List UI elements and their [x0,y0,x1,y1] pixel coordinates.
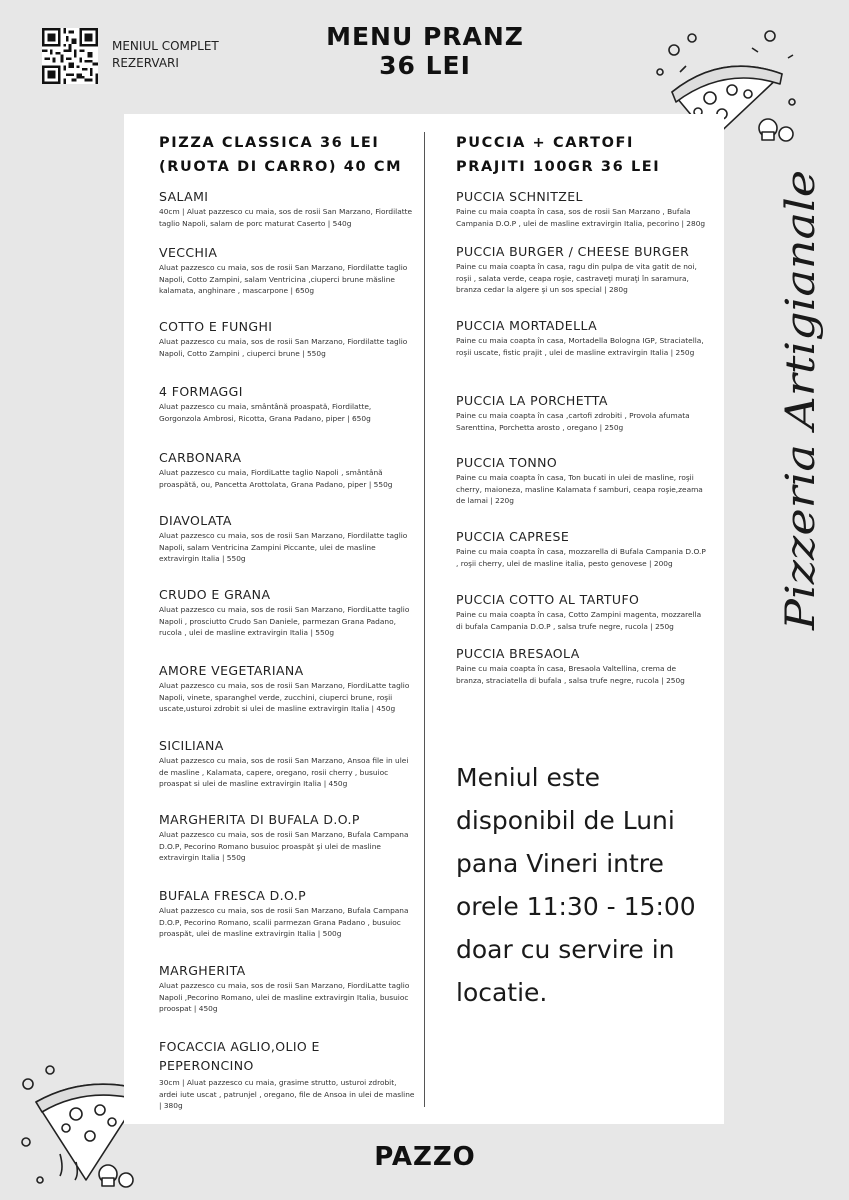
item-description: Paine cu maia coapta în casa, mozzarella di Bufala Campania D.O.P , roşii cherry, ulei de masline italia, pesto genovese | 200g [456,547,706,568]
item-name: 4 FORMAGGI [159,384,243,399]
title-line-1: MENU PRANZ [326,22,524,51]
reservations-link[interactable]: REZERVARI [112,56,179,70]
menu-item [159,1037,415,1112]
item-name: MARGHERITA [159,963,246,978]
item-description: Aluat pazzesco cu maia, sos de rosii San Marzano, FiordiLatte taglio Napoli , prosciutto Crudo San Daniele, parmezan Grana Padano, rucola , ulei de masline extravirgin Italia | 550g [159,605,410,638]
item-description: Aluat pazzesco cu maia, sos de rosii San Marzano, Fiordilatte taglio Napoli, Cotto Zampini , ciuperci brune | 550g [159,337,408,358]
menu-item [159,189,415,229]
menu-item [159,319,415,359]
brand-logo: PAZZO [374,1142,476,1172]
menu-item [159,450,415,490]
item-description: 30cm | Aluat pazzesco cu maia, grasime strutto, usturoi zdrobit, ardei iute uscat , patrunjel , oregano, file de Ansoa in ulei de masline | 380g [159,1078,415,1111]
side-script-label: Pizzeria Artigianale [778,230,824,630]
menu-item [456,592,706,632]
item-name: VECCHIA [159,245,218,260]
item-description: Paine cu maia coapta în casa, Bresaola Valtellina, crema de branza, straciatella di bufala , salsa trufe negre, rucola | 250g [456,664,685,685]
menu-item [159,245,415,297]
menu-item [456,318,706,358]
menu-item [159,738,415,790]
item-description: Paine cu maia coapta în casa ,cartofi zdrobiti , Provola afumata Sarenttina, Porchetta arosto , oregano | 250g [456,411,690,432]
item-description: Paine cu maia coapta în casa, ragu din pulpa de vita gatit de noi, roşii , salata verde, ceapa roşie, castraveţi muraţi în saramura, branza cedar la algere şi un sos special | 280g [456,262,697,295]
item-description: Paine cu maia coapta în casa, sos de rosii San Marzano , Bufala Campania D.O.P , ulei de masline extravirgin Italia, pecorino | 280g [456,207,706,228]
item-description: Aluat pazzesco cu maia, sos de rosii San Marzano, Bufala Campana D.O.P, Pecorino Romano busuioc proaspăt şi ulei de masline extravirgin Italia | 550g [159,830,409,863]
item-description: Aluat pazzesco cu maia, sos de rosii San Marzano, Fiordilatte taglio Napoli, Cotto Zampini, salam Ventricina ,ciuperci brune măsline kalamata, anghinare , mascarpone | 650g [159,263,408,296]
puccia-section-heading: PUCCIA + CARTOFI PRAJITI 100GR 36 LEI [456,135,661,175]
item-name: SALAMI [159,189,209,204]
item-name: BUFALA FRESCA D.O.P [159,888,307,903]
item-description: Paine cu maia coapta în casa, Cotto Zampini magenta, mozzarella di bufala Campania D.O.P , salsa trufe negre, rucola | 250g [456,610,702,631]
item-name: PUCCIA MORTADELLA [456,318,598,333]
item-description: 40cm | Aluat pazzesco cu maia, sos de rosii San Marzano, Fiordilatte taglio Napoli, salam de porc maturat Caserto | 540g [159,207,413,228]
item-name: SICILIANA [159,738,224,753]
item-name: PUCCIA CAPRESE [456,529,570,544]
menu-item [159,384,415,424]
menu-item [456,244,706,296]
menu-item [159,513,415,565]
puccia-column [456,131,706,685]
page-title [300,22,550,80]
side-script-text [772,160,832,640]
item-name: CRUDO E GRANA [159,587,271,602]
item-name: AMORE VEGETARIANA [159,663,304,678]
menu-item [456,393,706,433]
item-name: PUCCIA COTTO AL TARTUFO [456,592,640,607]
pizza-section-heading: PIZZA CLASSICA 36 LEI (RUOTA DI CARRO) 40 CM [159,135,403,175]
item-name: COTTO E FUNGHI [159,319,273,334]
item-description: Paine cu maia coapta în casa, Mortadella Bologna IGP, Straciatella, roşii uscate, fistic prajit , ulei de masline extravirgin Italia | 250g [456,336,704,357]
menu-item [456,189,706,229]
item-name: CARBONARA [159,450,242,465]
title-line-2: 36 LEI [379,51,471,80]
menu-item [159,663,415,715]
item-description: Aluat pazzesco cu maia, smântână proaspată, Fiordilatte, Gorgonzola Ambrosi, Ricotta, Grana Padano, piper | 650g [159,402,372,423]
item-description: Aluat pazzesco cu maia, sos de rosii San Marzano, FiordiLatte taglio Napoli, vinete, sparanghel verde, zucchini, ciuperci brune, roşii uscate,usturoi zdrobit si ulei de masline extravirgin Italia | 450g [159,681,410,714]
item-description: Aluat pazzesco cu maia, sos de rosii San Marzano, Fiordilatte taglio Napoli, salam Ventricina Zampini Piccante, ulei de masline extravirgin Italia | 550g [159,531,408,564]
menu-item [159,812,415,864]
item-description: Aluat pazzesco cu maia, sos de rosii San Marzano, FiordiLatte taglio Napoli ,Pecorino Romano, ulei de masline extravirgin Italia, busuioc proospat | 450g [159,981,410,1014]
item-description: Aluat pazzesco cu maia, sos de rosii San Marzano, Ansoa file in ulei de masline , Kalamata, capere, oregano, rosii cherry , busuioc proaspat si ulei de masline extravirgin Italia | 450g [159,756,409,789]
menu-item [456,646,706,686]
menu-item [159,587,415,639]
item-name: PUCCIA BURGER / CHEESE BURGER [456,244,690,259]
menu-item [456,529,706,569]
full-menu-link[interactable]: MENIUL COMPLET [112,39,219,53]
qr-code[interactable] [42,28,98,84]
item-name: DIAVOLATA [159,513,232,528]
item-name: PUCCIA BRESAOLA [456,646,580,661]
column-divider [424,132,425,1107]
item-name: PUCCIA SCHNITZEL [456,189,583,204]
item-description: Aluat pazzesco cu maia, sos de rosii San Marzano, Bufala Campana D.O.P, Pecorino Romano, scalii parmezan Grana Padano , busuioc proaspăt, ulei de masline extravirgin Italia | 500g [159,906,409,939]
availability-notice: Meniul este disponibil de Luni pana Vineri intre orele 11:30 - 15:00 doar cu servire in locatie. [456,763,696,1007]
item-name: FOCACCIA AGLIO,OLIO E PEPERONCINO [159,1039,320,1073]
menu-item [159,888,415,940]
item-description: Aluat pazzesco cu maia, FiordiLatte taglio Napoli , smântână proaspătă, ou, Pancetta Arottolata, Grana Padano, piper | 550g [159,468,393,489]
menu-item [456,455,706,507]
item-name: MARGHERITA DI BUFALA D.O.P [159,812,360,827]
header-links [112,38,219,72]
menu-item [159,963,415,1015]
item-name: PUCCIA TONNO [456,455,558,470]
item-name: PUCCIA LA PORCHETTA [456,393,608,408]
pizza-column [159,131,415,1111]
item-description: Paine cu maia coapta în casa, Ton bucati in ulei de masline, roşii cherry, maioneza, masline Kalamata f samburi, ceapa roşie,zeama de lamai | 220g [456,473,703,506]
